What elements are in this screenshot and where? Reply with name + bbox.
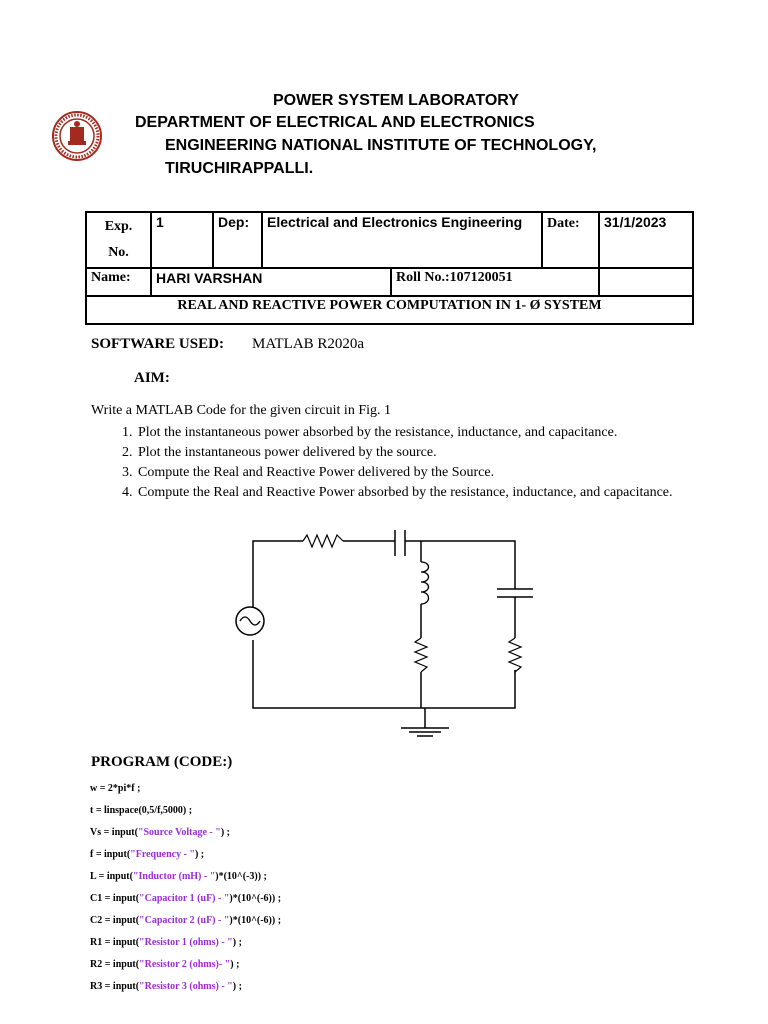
code-line: C2 = input("Capacitor 2 (uF) - ")*(10^(-6)) ;	[90, 915, 282, 926]
aim-item: 2. Plot the instantaneous power delivered by the source.	[136, 443, 673, 463]
capacitor-1	[395, 530, 405, 556]
aim-item: 4. Compute the Real and Reactive Power absorbed by the resistance, inductance, and capacitance.	[136, 483, 673, 503]
aim-list	[96, 423, 673, 503]
code-line: C1 = input("Capacitor 1 (uF) - ")*(10^(-6)) ;	[90, 893, 282, 904]
code-line: t = linspace(0,5/f,5000) ;	[90, 805, 193, 816]
aim-label: AIM:	[134, 370, 170, 386]
ac-source	[236, 607, 264, 635]
resistor-2	[415, 638, 427, 672]
code-line: f = input("Frequency - ") ;	[90, 849, 205, 860]
resistor-1	[303, 535, 343, 547]
aim-intro: Write a MATLAB Code for the given circuit in Fig. 1	[91, 403, 391, 418]
institute-city: TIRUCHIRAPPALLI.	[165, 160, 314, 177]
aim-item: 1. Plot the instantaneous power absorbed by the resistance, inductance, and capacitance.	[136, 423, 673, 443]
institute-logo	[52, 111, 102, 161]
program-label: PROGRAM (CODE:)	[91, 754, 233, 770]
date-value: 31/1/2023	[599, 212, 693, 268]
exp-no-value: 1	[151, 212, 213, 268]
dep-value: Electrical and Electronics Engineering	[262, 212, 542, 268]
ground-symbol	[401, 708, 449, 736]
software-label: SOFTWARE USED:	[91, 336, 224, 352]
experiment-title: REAL AND REACTIVE POWER COMPUTATION IN 1- Ø SYSTEM	[86, 296, 693, 324]
date-label: Date:	[542, 212, 599, 268]
inductor	[421, 562, 429, 604]
circuit-diagram	[225, 520, 545, 740]
empty-cell	[599, 268, 693, 296]
code-line: L = input("Inductor (mH) - ")*(10^(-3)) ;	[90, 871, 267, 882]
code-line: R3 = input("Resistor 3 (ohms) - ") ;	[90, 981, 242, 992]
department-title: DEPARTMENT OF ELECTRICAL AND ELECTRONICS	[135, 114, 535, 131]
exp-no-label: Exp. No.	[86, 212, 151, 268]
dep-label: Dep:	[213, 212, 262, 268]
code-line: Vs = input("Source Voltage - ") ;	[90, 827, 230, 838]
code-line: R2 = input("Resistor 2 (ohms)- ") ;	[90, 959, 240, 970]
aim-item: 3. Compute the Real and Reactive Power delivered by the Source.	[136, 463, 673, 483]
roll-no: Roll No.:107120051	[391, 268, 599, 296]
name-value: HARI VARSHAN	[151, 268, 391, 296]
lab-title: POWER SYSTEM LABORATORY	[273, 92, 519, 109]
name-label: Name:	[86, 268, 151, 296]
code-line: R1 = input("Resistor 1 (ohms) - ") ;	[90, 937, 242, 948]
experiment-info-table	[85, 211, 694, 325]
software-value: MATLAB R2020a	[252, 336, 365, 352]
capacitor-2	[497, 589, 533, 597]
code-line: w = 2*pi*f ;	[90, 783, 141, 794]
institute-title: ENGINEERING NATIONAL INSTITUTE OF TECHNOLOGY,	[165, 137, 597, 154]
resistor-3	[509, 638, 521, 672]
